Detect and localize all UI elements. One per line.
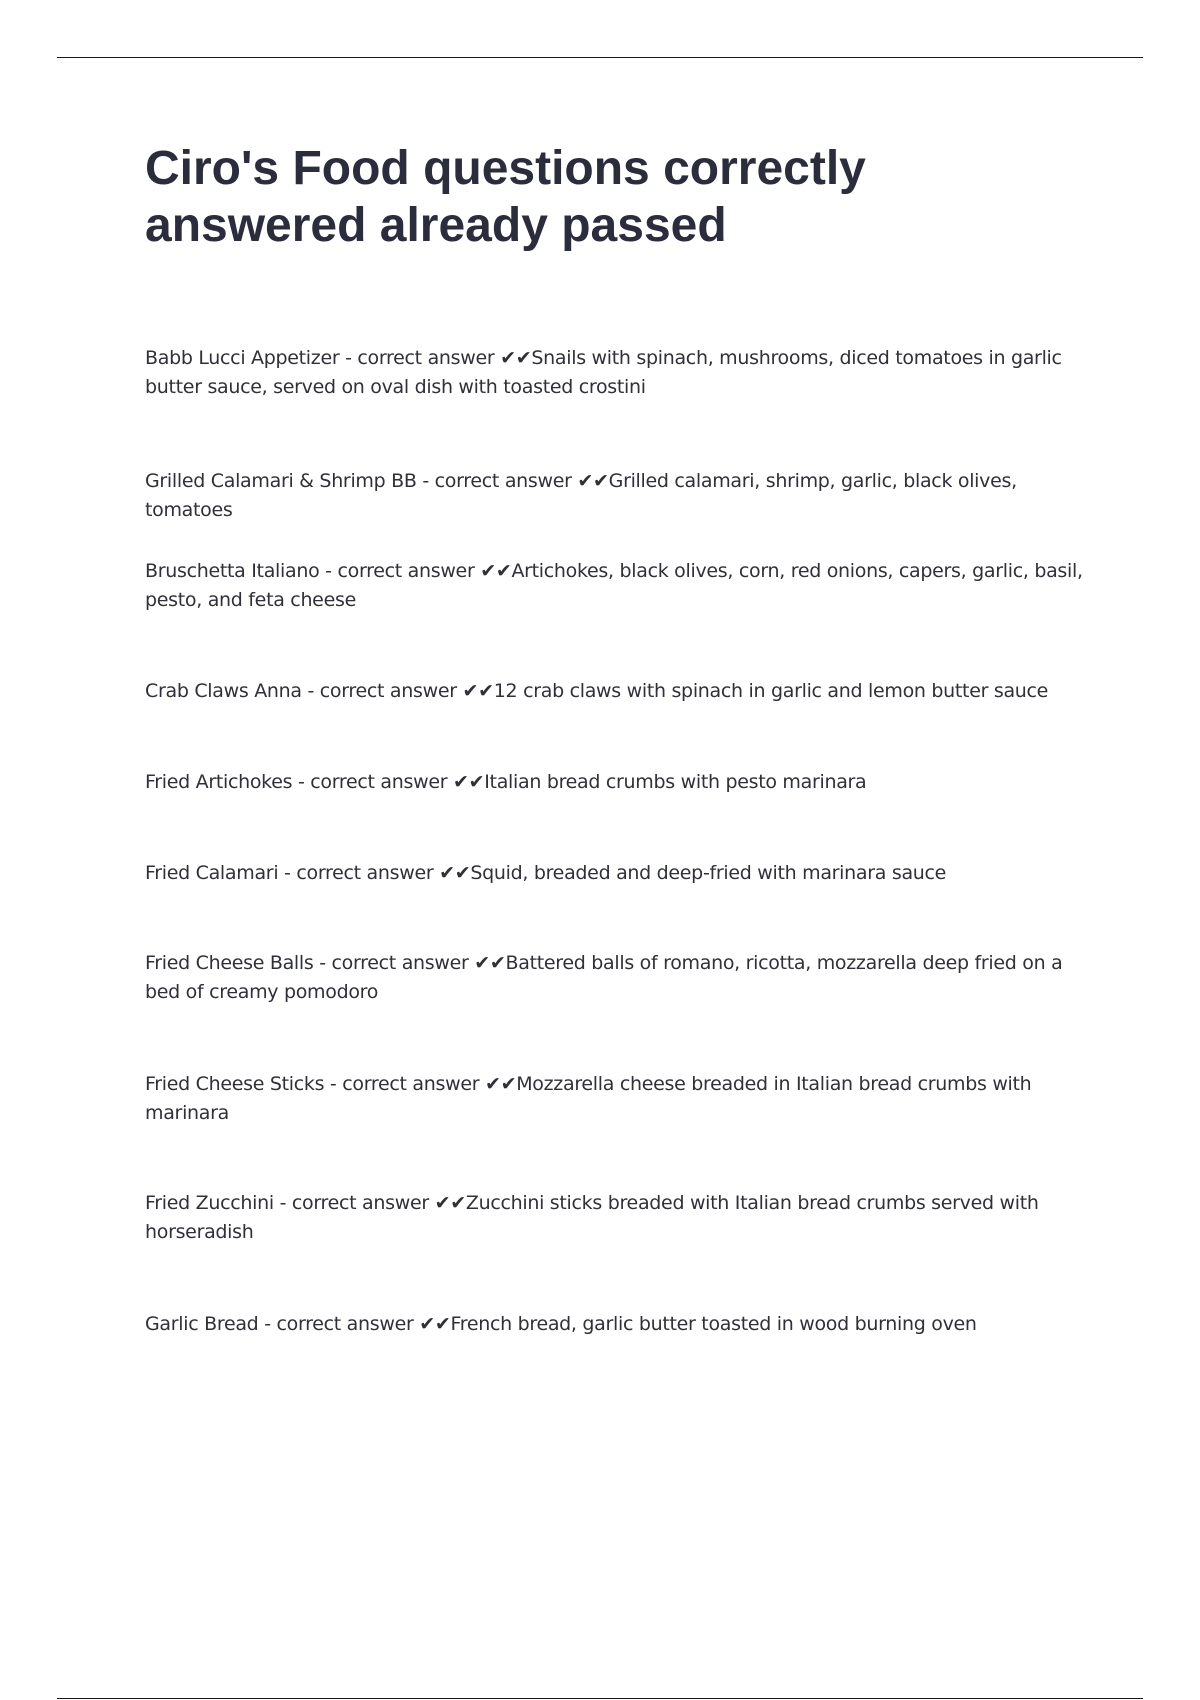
check-icon: ✔✔ [433, 862, 471, 884]
answer: Artichokes, black olives, corn, red onions, capers, garlic, basil, pesto, and feta cheese [145, 560, 1083, 611]
question: Fried Calamari [145, 862, 279, 884]
check-icon: ✔✔ [428, 1192, 466, 1214]
answer: Mozzarella cheese breaded in Italian bread crumbs with marinara [145, 1073, 1032, 1124]
check-icon: ✔✔ [474, 560, 512, 582]
separator: - [292, 771, 311, 793]
check-icon: ✔✔ [571, 470, 609, 492]
page-title: Ciro's Food questions correctly answered already passed [145, 142, 866, 252]
qa-item [145, 677, 1085, 706]
answer-label: correct answer [342, 1073, 480, 1095]
question: Bruschetta Italiano [145, 560, 320, 582]
answer-label: correct answer [291, 1192, 429, 1214]
question: Fried Zucchini [145, 1192, 274, 1214]
separator: - [301, 680, 320, 702]
separator: - [416, 470, 435, 492]
question: Fried Cheese Balls [145, 952, 314, 974]
answer: Grilled calamari, shrimp, garlic, black olives, tomatoes [145, 470, 1017, 521]
separator: - [313, 952, 332, 974]
answer-label: correct answer [434, 470, 572, 492]
qa-item [145, 949, 1085, 1007]
check-icon: ✔✔ [413, 1313, 451, 1335]
answer-label: correct answer [296, 862, 434, 884]
answer: Snails with spinach, mushrooms, diced tomatoes in garlic butter sauce, served on oval dish with toasted crostini [145, 347, 1062, 398]
qa-item [145, 467, 1085, 525]
answer: Italian bread crumbs with pesto marinara [484, 771, 867, 793]
check-icon: ✔✔ [468, 952, 506, 974]
answer-label: correct answer [276, 1313, 414, 1335]
answer-label: correct answer [331, 952, 469, 974]
separator: - [339, 347, 358, 369]
question: Fried Artichokes [145, 771, 293, 793]
question: Garlic Bread [145, 1313, 259, 1335]
qa-item [145, 768, 1085, 797]
check-icon: ✔✔ [456, 680, 494, 702]
question: Crab Claws Anna [145, 680, 302, 702]
qa-item [145, 1310, 1085, 1339]
answer-label: correct answer [319, 680, 457, 702]
question: Fried Cheese Sticks [145, 1073, 325, 1095]
qa-item [145, 344, 1085, 402]
answer-label: correct answer [310, 771, 448, 793]
check-icon: ✔✔ [494, 347, 532, 369]
qa-item [145, 859, 1085, 888]
answer: French bread, garlic butter toasted in wood burning oven [450, 1313, 977, 1335]
answer-label: correct answer [357, 347, 495, 369]
separator: - [319, 560, 338, 582]
separator: - [258, 1313, 277, 1335]
question: Grilled Calamari & Shrimp BB [145, 470, 417, 492]
answer: Zucchini sticks breaded with Italian bread crumbs served with horseradish [145, 1192, 1039, 1243]
answer-label: correct answer [337, 560, 475, 582]
answer: Squid, breaded and deep-fried with marinara sauce [470, 862, 947, 884]
question: Babb Lucci Appetizer [145, 347, 340, 369]
qa-item [145, 1189, 1085, 1247]
separator: - [324, 1073, 343, 1095]
bottom-rule [57, 1698, 1143, 1699]
check-icon: ✔✔ [447, 771, 485, 793]
separator: - [273, 1192, 292, 1214]
answer: Battered balls of romano, ricotta, mozzarella deep fried on a bed of creamy pomodoro [145, 952, 1063, 1003]
qa-item [145, 1070, 1085, 1128]
check-icon: ✔✔ [479, 1073, 517, 1095]
separator: - [278, 862, 297, 884]
answer: 12 crab claws with spinach in garlic and lemon butter sauce [493, 680, 1049, 702]
qa-item [145, 557, 1085, 615]
top-rule [57, 57, 1143, 58]
